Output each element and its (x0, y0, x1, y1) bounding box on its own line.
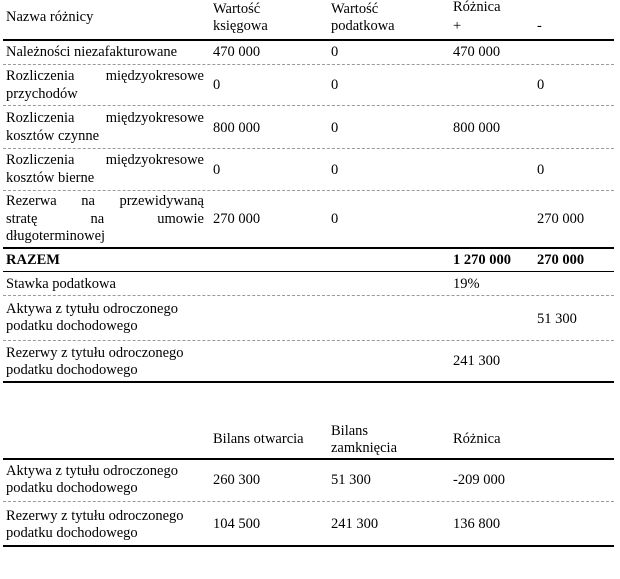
book-value-cell: 0 (213, 77, 221, 93)
header-closing-balance-l2: zamknięcia (331, 440, 398, 456)
tax-value-cell: 0 (331, 120, 339, 136)
header-rule (3, 458, 614, 460)
row-divider (3, 190, 614, 191)
closing-cell: 51 300 (331, 472, 371, 488)
tax-value-cell: 0 (331, 162, 339, 178)
deferred-asset-label-cont: podatku dochodowego (6, 318, 138, 334)
book-value-cell: 270 000 (213, 211, 261, 227)
row-divider (3, 501, 614, 502)
row-label: Rozliczenia międzyokresowe (6, 68, 204, 84)
row-divider (3, 105, 614, 106)
total-top-rule (3, 247, 614, 249)
diff-minus-cell: 0 (537, 77, 545, 93)
book-value-cell: 0 (213, 162, 221, 178)
total-bottom-rule (3, 271, 614, 272)
total-minus: 270 000 (537, 252, 585, 268)
row-divider (3, 340, 614, 341)
row-label-cont: stratę na umowie (6, 211, 204, 227)
row-label: Rozliczenia międzyokresowe (6, 152, 204, 168)
book-value-cell: 800 000 (213, 120, 261, 136)
deferred-reserve-label-cont: podatku dochodowego (6, 362, 138, 378)
header-tax-value-l1: Wartość (331, 1, 379, 17)
row-label: Należności niezafakturowane (6, 44, 178, 60)
row-label: Rezerwy z tytułu odroczonego (6, 508, 184, 524)
row-divider (3, 295, 614, 296)
row-label-cont: przychodów (6, 86, 78, 102)
header-book-value-l1: Wartość (213, 1, 261, 17)
opening-cell: 104 500 (213, 516, 261, 532)
header-name: Nazwa różnicy (6, 9, 94, 25)
row-label-cont: kosztów bierne (6, 170, 95, 186)
header-plus: + (453, 18, 462, 34)
deferred-reserve-value: 241 300 (453, 353, 501, 369)
total-plus: 1 270 000 (453, 252, 511, 268)
header-difference: Różnica (453, 0, 501, 15)
difference-cell: 136 800 (453, 516, 501, 532)
diff-plus-cell: 800 000 (453, 120, 501, 136)
total-label: RAZEM (6, 252, 60, 268)
row-label-cont: podatku dochodowego (6, 525, 138, 541)
header-minus: - (537, 18, 542, 34)
diff-minus-cell: 0 (537, 162, 545, 178)
row-label: Rozliczenia międzyokresowe (6, 110, 204, 126)
row-label-cont: długoterminowej (6, 228, 106, 244)
deferred-asset-value: 51 300 (537, 311, 577, 327)
row-label: Rezerwa na przewidywaną (6, 193, 204, 209)
opening-cell: 260 300 (213, 472, 261, 488)
table-bottom-rule (3, 381, 614, 383)
row-label-cont: podatku dochodowego (6, 480, 138, 496)
row-divider (3, 148, 614, 149)
tax-rate-value: 19% (453, 276, 480, 292)
row-label: Aktywa z tytułu odroczonego (6, 463, 178, 479)
difference-cell: -209 000 (453, 472, 505, 488)
deferred-asset-label: Aktywa z tytułu odroczonego (6, 301, 178, 317)
tax-rate-label: Stawka podatkowa (6, 276, 116, 292)
header-rule (3, 39, 614, 41)
diff-plus-cell: 470 000 (453, 44, 501, 60)
tax-value-cell: 0 (331, 211, 339, 227)
closing-cell: 241 300 (331, 516, 379, 532)
diff-minus-cell: 270 000 (537, 211, 585, 227)
header-book-value-l2: księgowa (213, 18, 268, 34)
table-bottom-rule (3, 545, 614, 547)
row-label-cont: kosztów czynne (6, 128, 100, 144)
header-opening-balance: Bilans otwarcia (213, 431, 304, 447)
tax-value-cell: 0 (331, 44, 339, 60)
header-difference: Różnica (453, 431, 501, 447)
header-tax-value-l2: podatkowa (331, 18, 395, 34)
header-closing-balance-l1: Bilans (331, 423, 369, 439)
book-value-cell: 470 000 (213, 44, 261, 60)
deferred-reserve-label: Rezerwy z tytułu odroczonego (6, 345, 184, 361)
tax-value-cell: 0 (331, 77, 339, 93)
row-divider (3, 64, 614, 65)
